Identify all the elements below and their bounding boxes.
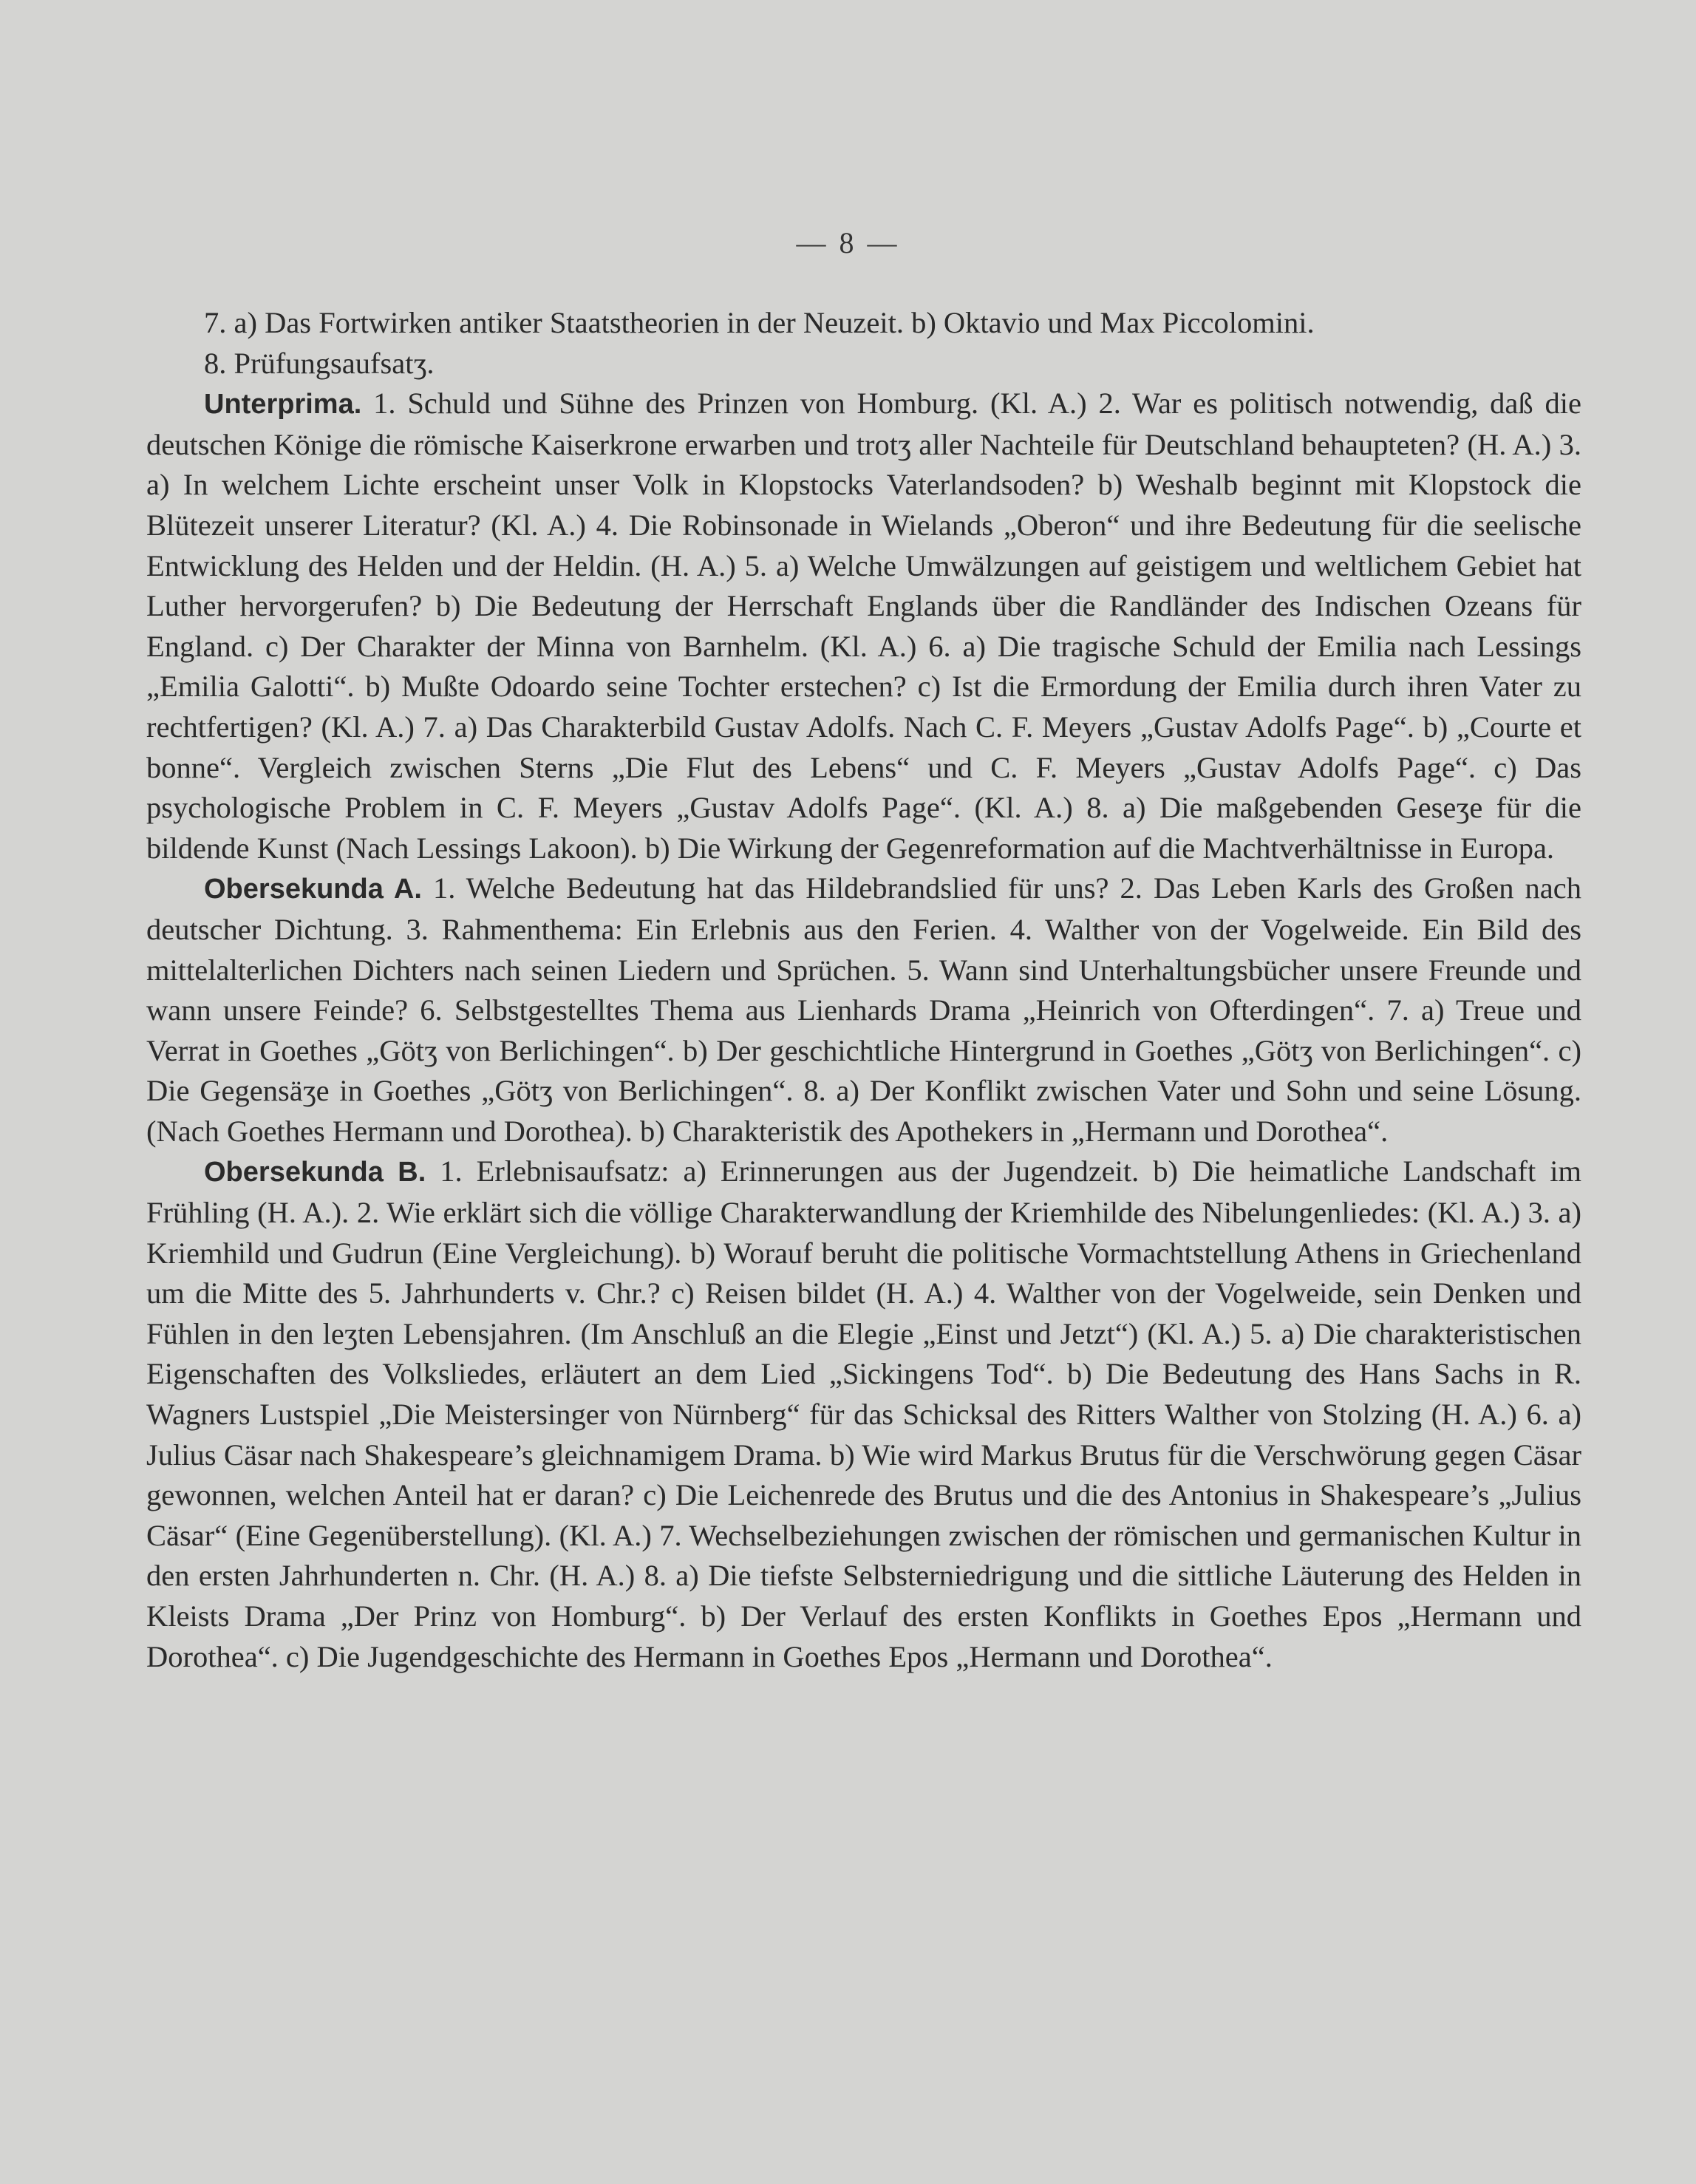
page-content <box>146 303 1581 1677</box>
section-heading: Obersekunda B. <box>204 1157 426 1188</box>
section-heading: Unterprima. <box>204 389 362 421</box>
section-unterprima <box>146 384 1581 868</box>
section-obersekunda-b <box>146 1151 1581 1677</box>
section-obersekunda-a <box>146 868 1581 1151</box>
section-text: 1. Schuld und Sühne des Prinzen von Homburg. (Kl. A.) 2. War es politisch notwendig, daß die deutschen Könige die römische Kaiserkrone erwarben und trotʒ aller Nachteile für Deutschland behaupteten? (H. A.) 3. a) In welchem Lichte erscheint unser Volk in Klopstocks Vaterlandsoden? b) Weshalb beginnt mit Klopstock die Blütezeit unserer Literatur? (Kl. A.) 4. Die Robinsonade in Wielands „Oberon“ und ihre Bedeutung für die seelische Entwicklung des Helden und der Heldin. (H. A.) 5. a) Welche Umwälzungen auf geistigem und weltlichem Gebiet hat Luther hervorgerufen? b) Die Bedeutung der Herrschaft Englands über die Randländer des Indischen Ozeans für England. c) Der Charakter der Minna von Barnhelm. (Kl. A.) 6. a) Die tragische Schuld der Emilia nach Lessings „Emilia Galotti“. b) Mußte Odoardo seine Tochter erstechen? c) Ist die Ermordung der Emilia durch ihren Vater zu rechtfertigen? (Kl. A.) 7. a) Das Charakterbild Gustav Adolfs. Nach C. F. Meyers „Gustav Adolfs Page“. b) „Courte et bonne“. Vergleich zwischen Sterns „Die Flut des Lebens“ und C. F. Meyers „Gustav Adolfs Page“. c) Das psychologische Problem in C. F. Meyers „Gustav Adolfs Page“. (Kl. A.) 8. a) Die maßgebenden Geseʒe für die bildende Kunst (Nach Lessings Lakoon). b) Die Wirkung der Gegenreformation auf die Machtverhältnisse in Europa. <box>146 387 1581 865</box>
section-text: 1. Erlebnisaufsatz: a) Erinnerungen aus der Jugendzeit. b) Die heimatliche Landschaft im Frühling (H. A.). 2. Wie erklärt sich die völlige Charakterwandlung der Kriemhilde des Nibelungenliedes: (Kl. A.) 3. a) Kriemhild und Gudrun (Eine Vergleichung). b) Worauf beruht die politische Vormachtstellung Athens in Griechenland um die Mitte des 5. Jahrhunderts v. Chr.? c) Reisen bildet (H. A.) 4. Walther von der Vogelweide, sein Denken und Fühlen in den leʒten Lebensjahren. (Im Anschluß an die Elegie „Einst und Jetzt“) (Kl. A.) 5. a) Die charakteristischen Eigenschaften des Volksliedes, erläutert an dem Lied „Sickingens Tod“. b) Die Bedeutung des Hans Sachs in R. Wagners Lustspiel „Die Meistersinger von Nürnberg“ für das Schicksal des Ritters Walther von Stolzing (H. A.) 6. a) Julius Cäsar nach Shakespeare’s gleichnamigem Drama. b) Wie wird Markus Brutus für die Verschwörung gegen Cäsar gewonnen, welchen Anteil hat er daran? c) Die Leichenrede des Brutus und die des Antonius in Shakespeare’s „Julius Cäsar“ (Eine Gegenüberstellung). (Kl. A.) 7. Wechselbeziehungen zwischen der römischen und germanischen Kultur in den ersten Jahrhunderten n. Chr. (H. A.) 8. a) Die tiefste Selbsterniedrigung und die sittliche Läuterung des Helden in Kleists Drama „Der Prinz von Homburg“. b) Der Verlauf des ersten Konflikts in Goethes Epos „Hermann und Dorothea“. c) Die Jugendgeschichte des Hermann in Goethes Epos „Hermann und Dorothea“. <box>146 1154 1582 1673</box>
section-heading: Obersekunda A. <box>204 874 422 905</box>
page-number: — 8 — <box>796 226 900 259</box>
intro-line: 7. a) Das Fortwirken antiker Staatstheorien in der Neuzeit. b) Oktavio und Max Piccolomini. <box>204 306 1315 339</box>
intro-line: 8. Prüfungsaufsatʒ. <box>204 346 435 380</box>
section-text: 1. Welche Bedeutung hat das Hildebrandslied für uns? 2. Das Leben Karls des Großen nach deutscher Dichtung. 3. Rahmenthema: Ein Erlebnis aus den Ferien. 4. Walther von der Vogelweide. Ein Bild des mittelalterlichen Dichters nach seinen Liedern und Sprüchen. 5. Wann sind Unterhaltungsbücher unsere Freunde und wann unsere Feinde? 6. Selbstgestelltes Thema aus Lienhards Drama „Heinrich von Ofterdingen“. 7. a) Treue und Verrat in Goethes „Götʒ von Berlichingen“. b) Der geschichtliche Hintergrund in Goethes „Götʒ von Berlichingen“. c) Die Gegensäʒe in Goethes „Götʒ von Berlichingen“. 8. a) Der Konflikt zwischen Vater und Sohn und seine Lösung. (Nach Goethes Hermann und Dorothea). b) Charakteristik des Apothekers in „Hermann und Dorothea“. <box>146 871 1581 1148</box>
